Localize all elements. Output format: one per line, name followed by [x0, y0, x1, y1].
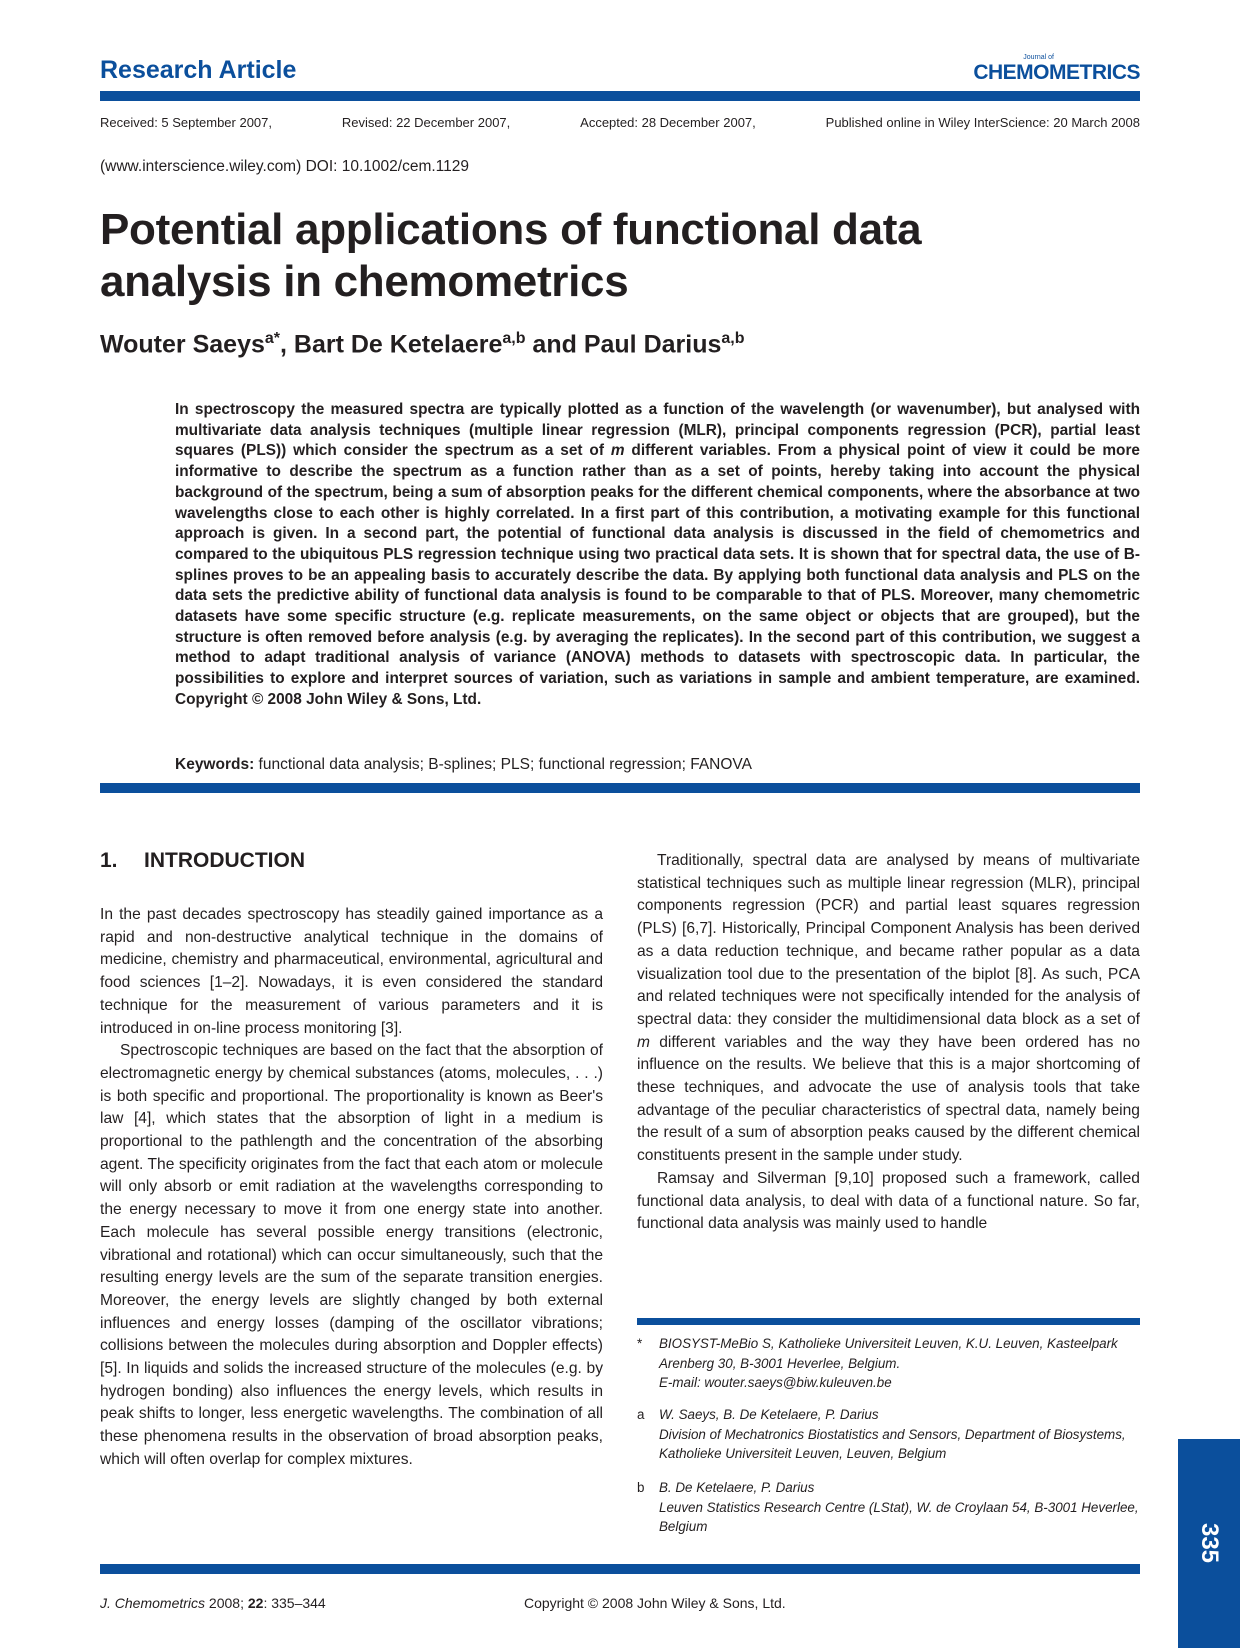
footnote-mark: a — [637, 1407, 645, 1422]
footnote-affiliation-a — [637, 1405, 1140, 1464]
accepted-date: Accepted: 28 December 2007, — [580, 115, 756, 130]
footer-year: 2008; — [205, 1595, 248, 1611]
page-number: 335 — [1196, 1522, 1223, 1564]
right-column — [637, 850, 1140, 1236]
footnote-email[interactable]: E-mail: wouter.saeys@biw.kuleuven.be — [659, 1375, 892, 1390]
author-affiliation-mark: a* — [264, 330, 281, 347]
author-name: Wouter Saeys — [100, 330, 265, 359]
abstract — [175, 400, 1140, 711]
section-heading — [100, 849, 305, 873]
author-affiliation-mark: a,b — [721, 330, 745, 347]
title-line-2: analysis in chemometrics — [100, 257, 629, 306]
footnote-rule — [637, 1318, 1140, 1325]
footnote-affiliation-b — [637, 1478, 1140, 1537]
footnote-affiliation: Division of Mechatronics Biostatistics and Sensors, Department of Biosystems, Katholieke Universiteit Leuven, Leuven, Belgium — [659, 1426, 1126, 1461]
paragraph-text: Traditionally, spectral data are analysed by means of multivariate statistical techniques such as multiple linear regression (MLR), principal components regression (PCR) and partial least squares regression (PLS) [6,7]. Historically, Principal Component Analysis has been derived as a data reduction technique, and became rather popular as a data visualization tool due to the presentation of the biplot [8]. As such, PCA and related techniques were not specifically intended for the analysis of spectral data: they consider the multidimensional data block as a set of — [637, 852, 1140, 1028]
footer-volume: 22 — [247, 1595, 264, 1611]
abstract-variable-m: m — [610, 442, 625, 460]
author-affiliation-mark: a,b — [502, 330, 526, 347]
author-separator: and — [525, 330, 584, 359]
journal-logo — [973, 54, 1140, 84]
footnote-mark: * — [637, 1336, 643, 1351]
paragraph: Ramsay and Silverman [9,10] proposed such a framework, called functional data analysis, to deal with data of a functional nature. So far, functional data analysis was mainly used to handle — [637, 1169, 1140, 1233]
footnote-mark: b — [637, 1480, 645, 1495]
paragraph-text: different variables and the way they have been ordered has no influence on the results. We believe that this is a major shortcoming of these techniques, and advocate the use of analysis tools that take advantage of the peculiar characteristics of spectral data, namely being the result of a sum of absorption peaks caused by the different chemical constituents present in the sample under study. — [637, 1033, 1140, 1165]
published-date: Published online in Wiley InterScience: 20 March 2008 — [825, 115, 1140, 130]
footer-journal: J. Chemometrics — [100, 1595, 206, 1611]
footer-copyright: Copyright © 2008 John Wiley & Sons, Ltd. — [524, 1595, 786, 1611]
footer-citation — [100, 1595, 326, 1611]
paragraph — [637, 850, 1140, 1168]
section-number: 1. — [100, 849, 118, 872]
header-rule — [100, 91, 1140, 101]
left-column — [100, 904, 603, 1472]
footnote-affiliation: Leuven Statistics Research Centre (LStat), W. de Croylaan 54, B-3001 Heverlee, Belgium — [659, 1499, 1139, 1534]
footnote-names: B. De Ketelaere, P. Darius — [659, 1480, 815, 1495]
footnote-names: W. Saeys, B. De Ketelaere, P. Darius — [659, 1407, 879, 1422]
page-number-tab — [1178, 1439, 1240, 1648]
footer-rule — [100, 1564, 1140, 1574]
variable-m: m — [637, 1033, 650, 1051]
revised-date: Revised: 22 December 2007, — [341, 115, 511, 130]
paper-title — [100, 204, 1140, 308]
paragraph: Spectroscopic techniques are based on the fact that the absorption of electromagnetic energy by chemical substances (atoms, molecules, . . .) is both specific and proportional. The proportionality is known as Beer's law [4], which states that the absorption of light in a medium is proportional to the pathlength and the concentration of the absorbing agent. The specificity originates from the fact that each atom or molecule will only absorb or emit radiation at the wavelengths corresponding to the energy necessary to move it from one energy state into another. Each molecule has several possible energy transitions (electronic, vibrational and rotational) which can occur simultaneously, such that the resulting energy levels are the sum of the separate transition energies. Moreover, the energy levels are slightly changed by both external influences and energy losses (damping of the oscillator vibrations; collisions between the molecules during absorption and Doppler effects) [5]. In liquids and solids the increased structure of the molecules (e.g. by hydrogen bonding) also influences the energy levels, which results in peak shifts to longer, less energetic wavelengths. The combination of all these phenomena results in the observation of broad absorption peaks, which will often overlap for complex mixtures. — [100, 1042, 603, 1468]
journal-logo-name: CHEMOMETRICS — [973, 61, 1140, 84]
abstract-text: different variables. From a physical point of view it could be more informative to describe the spectrum as a function rather than as a set of points, hereby taking into account the physical background of the spectrum, being a sum of absorption peaks for the different chemical components, where the absorbance at two wavelengths close to each other is highly correlated. In a first part of this contribution, a motivating example for this functional approach is given. In a second part, the potential of functional data analysis is discussed in the field of chemometrics and compared to the ubiquitous PLS regression technique using two practical data sets. It is shown that for spectral data, the use of B-splines proves to be an appealing basis to accurately describe the data. By applying both functional data analysis and PLS on the data sets the predictive ability of functional data analysis is found to be comparable to that of PLS. Moreover, many chemometric datasets have some specific structure (e.g. replicate measurements, on the same object or objects that are grouped), but the structure is often removed before analysis (e.g. by averaging the replicates). In the second part of this contribution, we suggest a method to adapt traditional analysis of variance (ANOVA) methods to datasets with spectroscopic data. In particular, the possibilities to explore and interpret sources of variation, such as variations in sample and ambient temperature, are examined. Copyright © 2008 John Wiley & Sons, Ltd. — [175, 442, 1140, 708]
publication-dates — [100, 115, 1140, 130]
keywords-list: functional data analysis; B-splines; PLS; functional regression; FANOVA — [254, 756, 752, 773]
journal-logo-prefix: Journal of — [1023, 54, 1054, 61]
title-line-1: Potential applications of functional data — [100, 205, 922, 254]
author-list — [100, 330, 745, 359]
footer-pages: : 335–344 — [263, 1595, 326, 1611]
abstract-text: In spectroscopy the measured spectra are typically plotted as a function of the wavelength (or wavenumber), but analysed with multivariate data analysis techniques (multiple linear regression (MLR), principal components regression (PCR), partial least squares (PLS)) which consider the spectrum as a set of — [175, 401, 1140, 460]
abstract-rule — [100, 783, 1140, 793]
received-date: Received: 5 September 2007, — [100, 115, 272, 130]
author-name: Bart De Ketelaere — [293, 330, 503, 359]
doi-line: (www.interscience.wiley.com) DOI: 10.1002/cem.1129 — [100, 158, 469, 175]
author-name: Paul Darius — [583, 330, 722, 359]
footnote-address: BIOSYST-MeBio S, Katholieke Universiteit Leuven, K.U. Leuven, Kasteelpark Arenberg 30, B-3001 Heverlee, Belgium. — [659, 1336, 1118, 1371]
section-title: INTRODUCTION — [144, 849, 305, 872]
keywords — [175, 756, 752, 774]
author-separator: , — [280, 330, 294, 359]
paragraph: In the past decades spectroscopy has steadily gained importance as a rapid and non-destructive analytical technique in the domains of medicine, chemistry and pharmaceutical, environmental, agricultural and food sciences [1–2]. Nowadays, it is even considered the standard technique for the measurement of various parameters and it is introduced in on-line process monitoring [3]. — [100, 906, 603, 1037]
article-type-label: Research Article — [100, 56, 297, 84]
footnote-corresponding — [637, 1334, 1140, 1393]
keywords-label: Keywords: — [175, 756, 255, 773]
